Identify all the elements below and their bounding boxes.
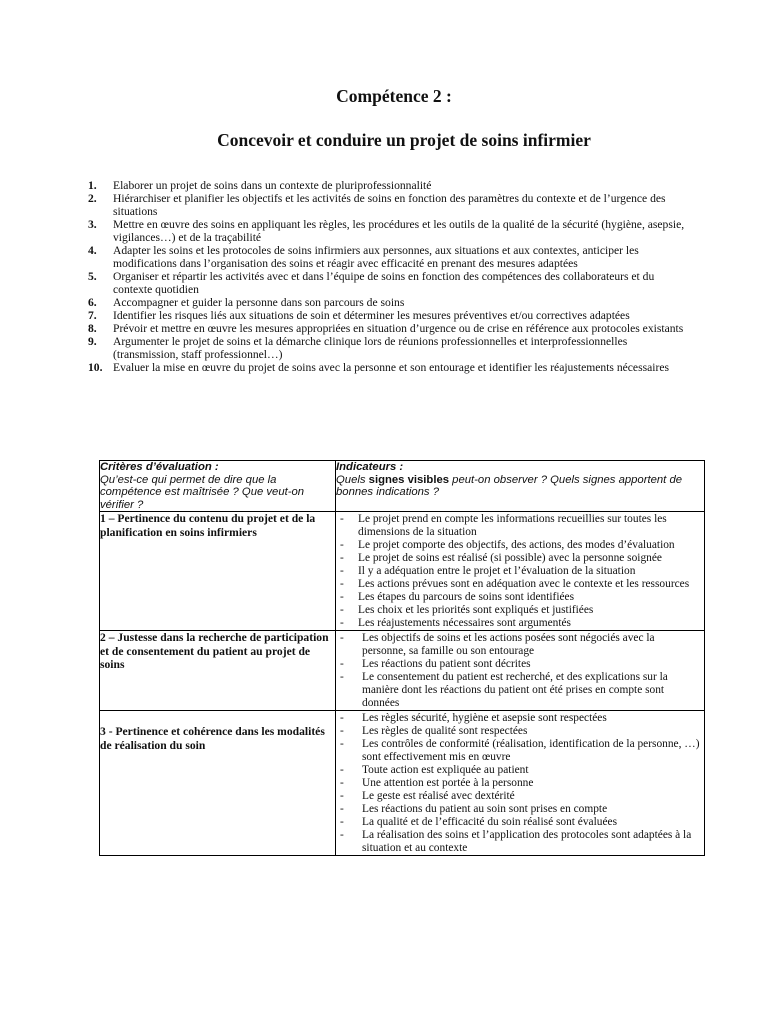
indicator-item: - Les choix et les priorités sont expliqués et justifiées [336,604,700,617]
competency-number: 9. [88,335,97,348]
indicator-item: - Toute action est expliquée au patient [336,764,700,777]
indicator-item: - Le geste est réalisé avec dextérité [336,790,700,803]
indicator-list [336,512,704,630]
table-row [100,631,705,711]
criterion-cell: 3 - Pertinence et cohérence dans les modalités de réalisation du soin [100,711,336,856]
indicator-item: - Les réajustements nécessaires sont argumentés [336,617,700,630]
indicator-item: - La qualité et de l’efficacité du soin réalisé sont évaluées [336,816,700,829]
competency-text: Hiérarchiser et planifier les objectifs et les activités de soins en fonction des paramètres du contexte et de l’urgence des situations [113,192,666,218]
criterion-cell: 2 – Justesse dans la recherche de participation et de consentement du patient au projet de soins [100,631,336,711]
competency-text: Evaluer la mise en œuvre du projet de soins avec la personne et son entourage et identifier les réajustements nécessaires [113,361,669,374]
competency-text: Organiser et répartir les activités avec et dans l’équipe de soins en fonction des compétences des collaborateurs et du contexte quotidien [113,270,655,296]
indicators-header-cell [336,461,705,512]
criteria-header-title: Critères d’évaluation : [100,461,219,473]
page-subtitle: Concevoir et conduire un projet de soins infirmier [217,130,591,150]
criterion-cell: 1 – Pertinence du contenu du projet et de la planification en soins infirmiers [100,512,336,631]
page-title: Compétence 2 : [336,86,452,106]
competency-item [88,244,688,270]
competency-item [88,335,688,361]
competency-item [88,192,688,218]
indicator-item: - Une attention est portée à la personne [336,777,700,790]
competency-item [88,322,688,335]
competency-number: 5. [88,270,97,283]
indicators-header-title: Indicateurs : [336,461,404,473]
competency-text: Identifier les risques liés aux situations de soin et déterminer les mesures préventives et/ou correctives adaptées [113,309,630,322]
competency-text: Accompagner et guider la personne dans son parcours de soins [113,296,405,309]
competency-number: 8. [88,322,97,335]
table-row [100,711,705,856]
indicators-cell [336,711,705,856]
table-row [100,512,705,631]
competency-item [88,218,688,244]
indicator-item: - Les contrôles de conformité (réalisation, identification de la personne, …) sont effectivement mis en œuvre [336,738,700,764]
competency-number: 10. [88,361,103,374]
indicators-header-post: peut-on observer ? Quels signes apportent de bonnes indications ? [336,473,683,498]
competency-text: Argumenter le projet de soins et la démarche clinique lors de réunions professionnelles et interprofessionnelles (transmission, staff professionnel…) [113,335,628,361]
indicator-item: - Les étapes du parcours de soins sont identifiées [336,591,700,604]
table-header-row [100,461,705,512]
indicator-list [336,631,704,710]
indicator-item: - Il y a adéquation entre le projet et l’évaluation de la situation [336,565,700,578]
indicator-item: - Le consentement du patient est recherché, et des explications sur la manière dont les réactions du patient ont été prises en compte sont données [336,671,700,710]
indicators-header-pre: Quels [336,473,369,486]
competency-number: 6. [88,296,97,309]
competency-text: Mettre en œuvre des soins en appliquant les règles, les procédures et les outils de la qualité de la sécurité (hygiène, asepsie, vigilances…) et de la traçabilité [113,218,685,244]
indicator-item: - La réalisation des soins et l’application des protocoles sont adaptées à la situation et au contexte [336,829,700,855]
competency-number: 4. [88,244,97,257]
indicator-item: - Les actions prévues sont en adéquation avec le contexte et les ressources [336,578,700,591]
indicator-item: - Les objectifs de soins et les actions posées sont négociés avec la personne, sa famille ou son entourage [336,632,700,658]
competency-number: 3. [88,218,97,231]
indicator-item: - Les réactions du patient sont décrites [336,658,700,671]
indicator-item: - Les règles de qualité sont respectées [336,725,700,738]
indicator-item: - Les règles sécurité, hygiène et asepsie sont respectées [336,712,700,725]
indicator-item: - Le projet comporte des objectifs, des actions, des modes d’évaluation [336,539,700,552]
indicator-item: - Le projet de soins est réalisé (si possible) avec la personne soignée [336,552,700,565]
indicators-cell [336,631,705,711]
indicator-item: - Le projet prend en compte les informations recueillies sur toutes les dimensions de la situation [336,513,700,539]
competency-item [88,270,688,296]
criteria-header-text: Qu’est-ce qui permet de dire que la compétence est maîtrisée ? Que veut-on vérifier ? [100,473,305,511]
competency-number: 1. [88,179,97,192]
competency-item [88,179,688,192]
competency-text: Adapter les soins et les protocoles de soins infirmiers aux personnes, aux situations et aux contextes, anticiper les modifications dans l’organisation des soins et réagir avec efficacité en prenant des mesures adaptées [113,244,639,270]
competency-list [88,179,688,374]
evaluation-table [99,460,705,856]
indicators-cell [336,512,705,631]
competency-text: Elaborer un projet de soins dans un contexte de pluriprofessionnalité [113,179,432,192]
competency-text: Prévoir et mettre en œuvre les mesures appropriées en situation d’urgence ou de crise en référence aux protocoles existants [113,322,684,335]
indicator-item: - Les réactions du patient au soin sont prises en compte [336,803,700,816]
competency-item [88,296,688,309]
indicators-header-emphasis: signes visibles [368,473,450,486]
criteria-header-cell [100,461,336,512]
indicator-list [336,711,704,855]
competency-item [88,361,688,374]
competency-item [88,309,688,322]
competency-number: 7. [88,309,97,322]
competency-number: 2. [88,192,97,205]
